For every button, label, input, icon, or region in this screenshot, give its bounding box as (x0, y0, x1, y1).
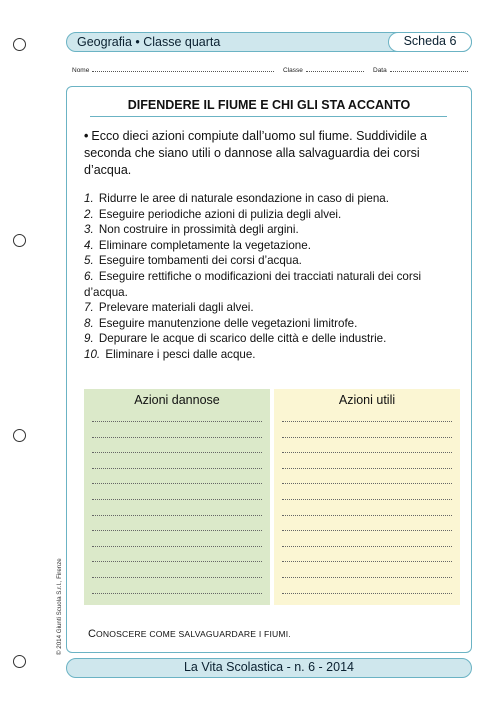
title-underline (90, 116, 447, 117)
field-classe-label: Classe (283, 67, 303, 74)
writing-line (282, 561, 452, 562)
worksheet-title: DIFENDERE IL FIUME E CHI GLI STA ACCANTO (127, 98, 411, 112)
learning-objective: CONOSCERE COME SALVAGUARDARE I FIUMI. (88, 628, 291, 640)
list-item: 3. Non costruire in prossimità degli argini. (84, 223, 299, 237)
list-item: 6. Eseguire rettifiche o modificazioni dei tracciati naturali dei corsi d’acqua. (84, 269, 422, 299)
field-classe[interactable] (283, 66, 364, 74)
field-nome-label: Nome (72, 67, 90, 74)
writing-line (282, 593, 452, 594)
writing-line (282, 515, 452, 516)
field-data-label: Data (373, 67, 387, 74)
writing-line (92, 530, 262, 531)
list-item: 10. Eliminare i pesci dalle acque. (84, 347, 256, 361)
writing-line (92, 421, 262, 422)
list-item: 9. Depurare le acque di scarico delle città e delle industrie. (84, 332, 387, 346)
writing-line (92, 483, 262, 484)
writing-line (92, 452, 262, 453)
writing-line (92, 499, 262, 500)
useful-actions-title: Azioni utili (338, 393, 396, 407)
binder-hole-bottom (13, 655, 26, 668)
list-item: 7. Prelevare materiali dagli alvei. (84, 301, 254, 315)
writing-line (282, 421, 452, 422)
actions-list (84, 191, 464, 363)
list-item: 1. Ridurre le aree di naturale esondazione in caso di piena. (84, 192, 389, 205)
writing-line (92, 515, 262, 516)
intro-text: Ecco dieci azioni compiute dall’uomo sul fiume. Suddividile a seconda che siano utili o dannose alla salvaguardia dei corsi d’acqua. (84, 129, 427, 177)
harmful-actions-title: Azioni dannose (134, 393, 220, 407)
writing-line (92, 546, 262, 547)
intro-bullet: • (84, 129, 89, 143)
writing-line (92, 593, 262, 594)
list-item: 5. Eseguire tombamenti dei corsi d’acqua. (84, 254, 302, 268)
writing-line (282, 483, 452, 484)
writing-line (282, 577, 452, 578)
binder-hole-lower-middle (13, 429, 26, 442)
header-bar (66, 32, 472, 52)
writing-line (92, 437, 262, 438)
list-item: 2. Eseguire periodiche azioni di pulizia degli alvei. (84, 207, 342, 221)
writing-line (282, 437, 452, 438)
writing-line (282, 546, 452, 547)
writing-line (92, 561, 262, 562)
copyright-notice: © 2014 Giunti Scuola S.r.l., Firenze (56, 558, 63, 655)
intro-instructions (84, 128, 464, 179)
writing-line (282, 452, 452, 453)
field-nome[interactable] (72, 66, 274, 74)
list-item: 8. Eseguire manutenzione delle vegetazioni limitrofe. (84, 316, 358, 330)
useful-actions-box[interactable] (274, 389, 460, 605)
writing-line (282, 499, 452, 500)
binder-hole-upper-middle (13, 234, 26, 247)
field-data[interactable] (373, 66, 468, 74)
harmful-actions-box[interactable] (84, 389, 270, 605)
list-item: 4. Eliminare completamente la vegetazione. (84, 238, 311, 252)
binder-hole-top (13, 38, 26, 51)
sheet-number-tab: Scheda 6 (388, 32, 472, 52)
writing-line (282, 530, 452, 531)
writing-line (92, 468, 262, 469)
footer-bar: La Vita Scolastica - n. 6 - 2014 (66, 658, 472, 678)
writing-line (92, 577, 262, 578)
writing-line (282, 468, 452, 469)
header-subject: Geografia • Classe quarta (77, 35, 221, 49)
